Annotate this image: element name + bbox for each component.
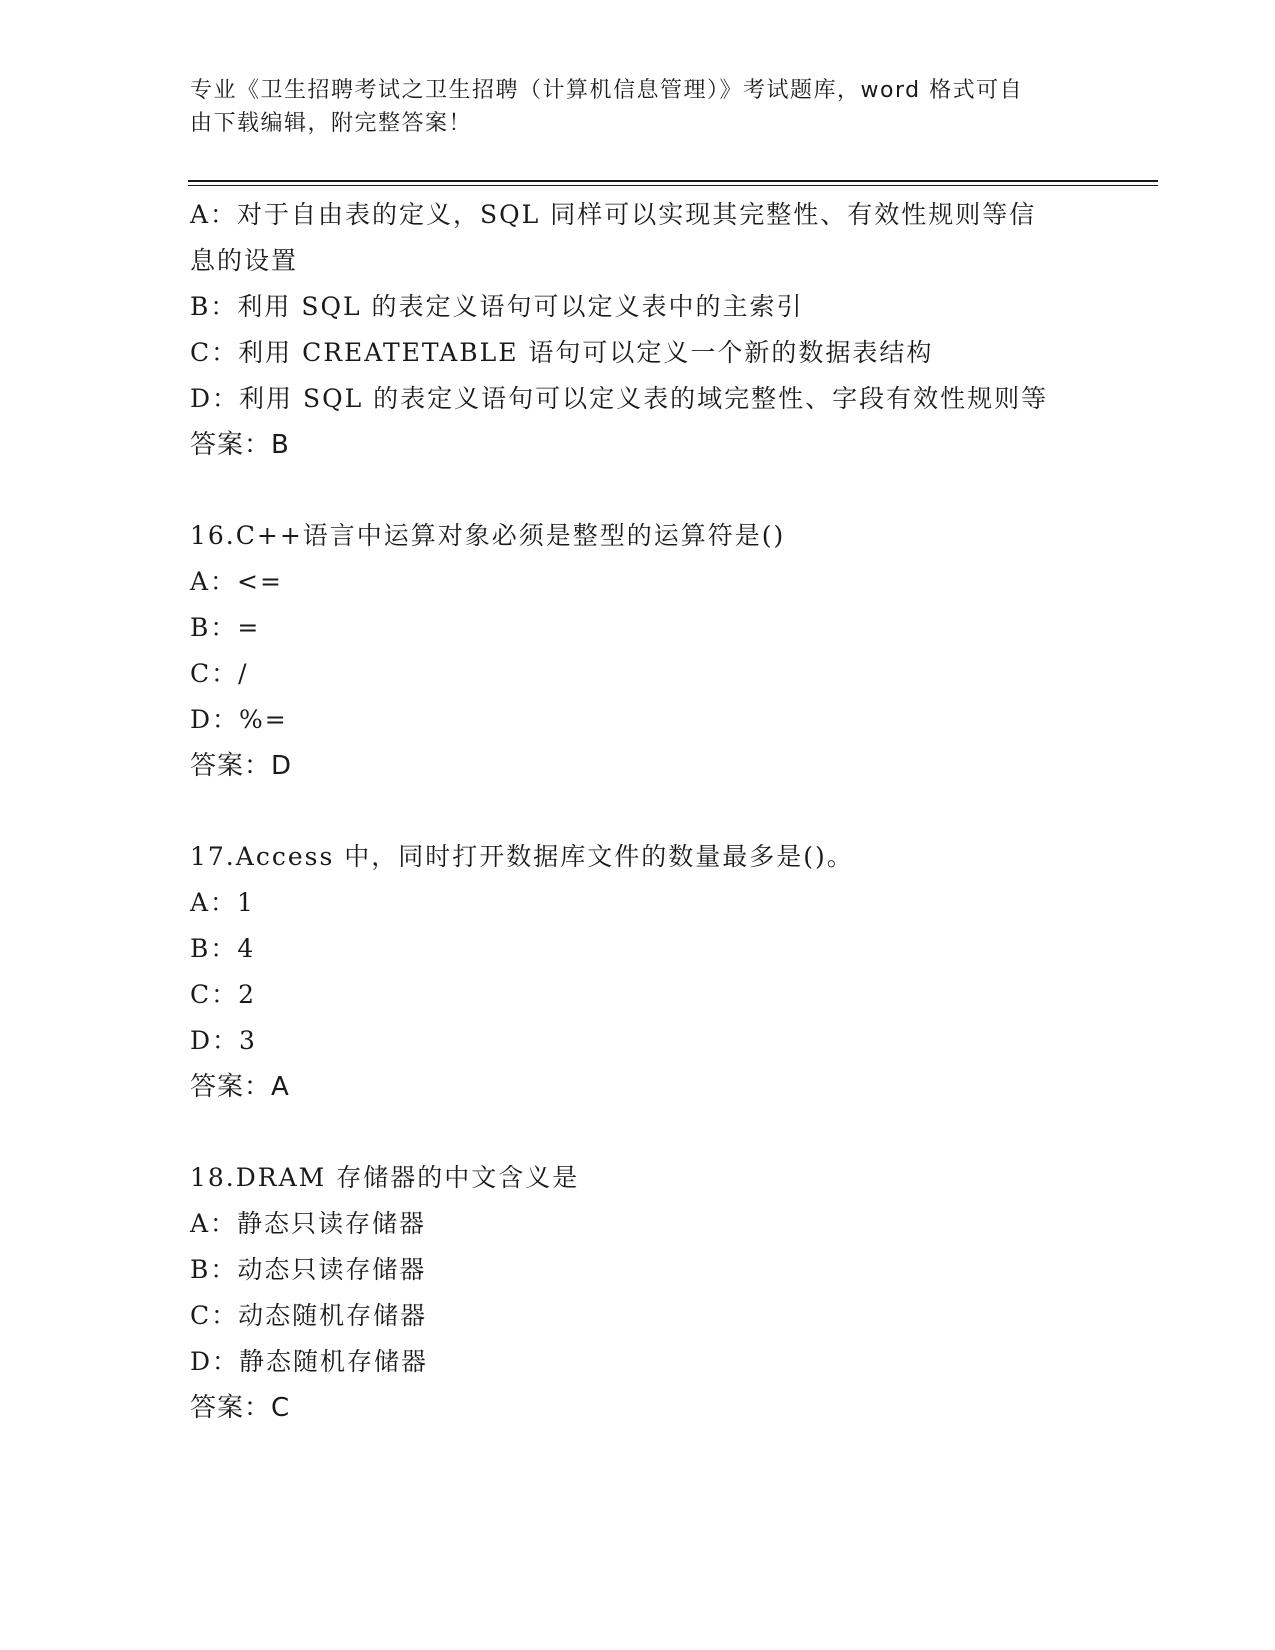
q16-option-d: D：%= <box>190 705 288 734</box>
question-list <box>190 192 1090 1431</box>
header-divider-thin <box>188 185 1158 186</box>
question-spacer <box>190 1110 1090 1155</box>
header-line-2: 由下载编辑，附完整答案！ <box>190 111 473 136</box>
q18-answer: 答案：C <box>190 1393 291 1423</box>
question-15 <box>190 192 1090 468</box>
q16-answer: 答案：D <box>190 751 293 781</box>
question-16 <box>190 513 1090 789</box>
q17-title: 17.Access 中，同时打开数据库文件的数量最多是()。 <box>190 842 854 871</box>
q15-option-c: C：利用 CREATETABLE 语句可以定义一个新的数据表结构 <box>190 338 934 367</box>
q17-option-a: A：1 <box>190 888 255 917</box>
q17-option-c: C：2 <box>190 980 257 1009</box>
q18-option-a: A：静态只读存储器 <box>190 1209 427 1238</box>
q18-option-c: C：动态随机存储器 <box>190 1301 428 1330</box>
q17-option-d: D：3 <box>190 1026 257 1055</box>
header-line-1: 专业《卫生招聘考试之卫生招聘（计算机信息管理）》考试题库，word 格式可自 <box>190 78 1024 103</box>
question-spacer <box>190 789 1090 834</box>
q18-option-b: B：动态只读存储器 <box>190 1255 427 1284</box>
q16-option-a: A：<= <box>190 567 283 596</box>
q15-answer: 答案：B <box>190 430 290 460</box>
q17-option-b: B：4 <box>190 934 256 963</box>
q18-title: 18.DRAM 存储器的中文含义是 <box>190 1163 580 1192</box>
q15-option-d: D：利用 SQL 的表定义语句可以定义表的域完整性、字段有效性规则等 <box>190 384 1049 413</box>
document-header <box>190 74 1090 140</box>
q16-title: 16.C++语言中运算对象必须是整型的运算符是() <box>190 521 786 550</box>
q16-option-b: B：= <box>190 613 261 642</box>
q18-option-d: D：静态随机存储器 <box>190 1347 429 1376</box>
q16-option-c: C：/ <box>190 659 249 688</box>
q15-option-b: B：利用 SQL 的表定义语句可以定义表中的主索引 <box>190 292 804 321</box>
header-divider-thick <box>188 180 1158 182</box>
q15-option-a-line-2: 息的设置 <box>190 246 299 275</box>
question-17 <box>190 834 1090 1110</box>
question-spacer <box>190 468 1090 513</box>
question-18 <box>190 1155 1090 1431</box>
q15-option-a-line-1: A：对于自由表的定义，SQL 同样可以实现其完整性、有效性规则等信 <box>190 200 1037 229</box>
q17-answer: 答案：A <box>190 1072 290 1102</box>
